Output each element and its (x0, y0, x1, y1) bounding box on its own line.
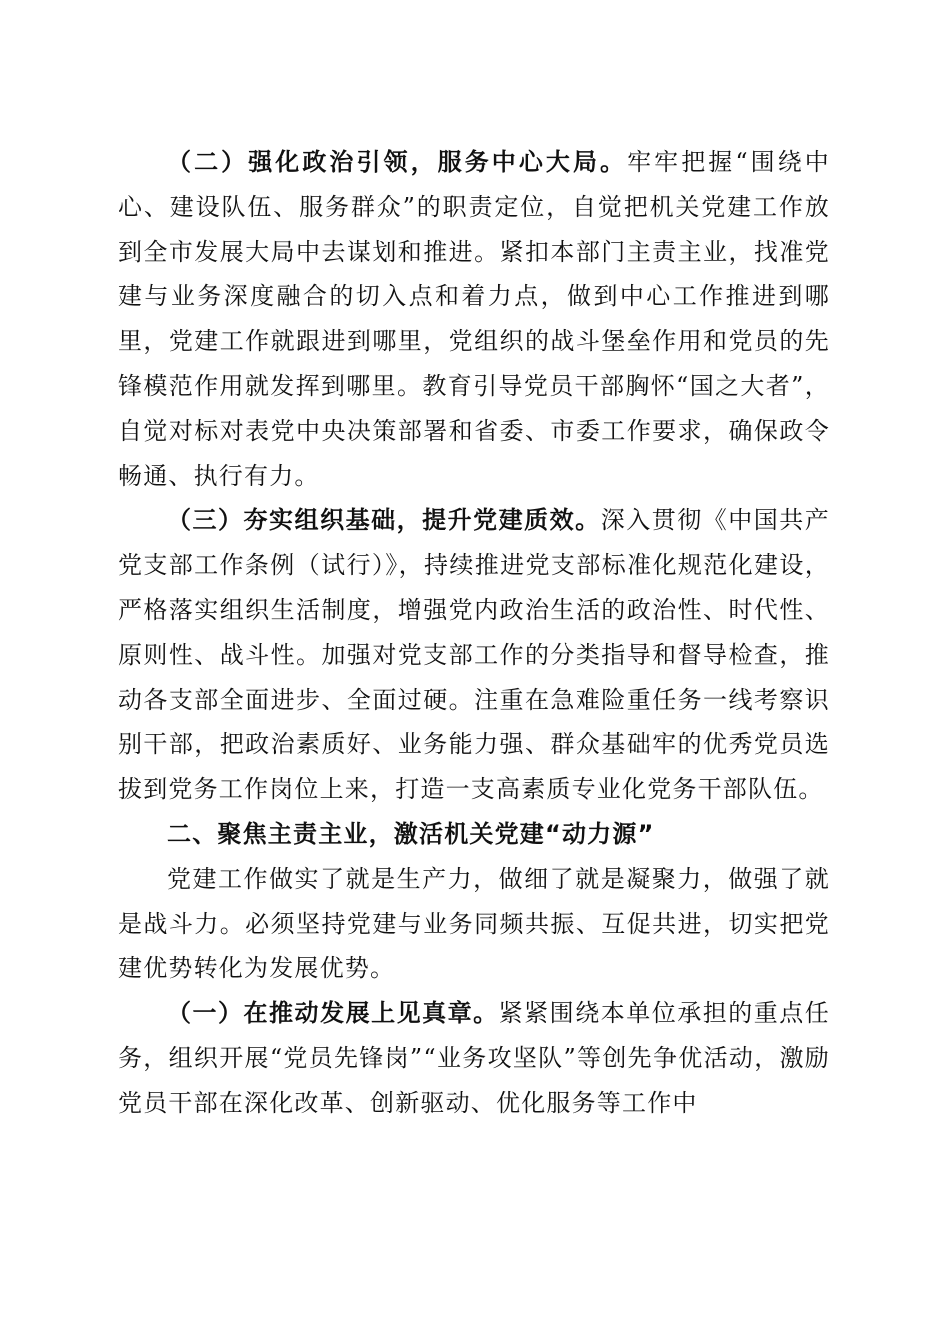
paragraph-body: 党建工作做实了就是生产力，做细了就是凝聚力，做强了就是战斗力。必须坚持党建与业务同频共振、互促共进，切实把党建优势转化为发展优势。 (118, 864, 830, 983)
paragraph-promote-development (118, 991, 830, 1125)
document-page (118, 140, 830, 1126)
section-heading-focus-main-duties: 二、聚焦主责主业，激活机关党建“动力源” (167, 819, 655, 848)
paragraph-intro (118, 857, 830, 991)
paragraph-lead: （二）强化政治引领，服务中心大局。 (167, 148, 628, 176)
paragraph-consolidate-organization (118, 498, 830, 812)
paragraph-lead: （一）在推动发展上见真章。 (167, 999, 499, 1028)
paragraph-body: 紧紧围绕本单位承担的重点任务，组织开展“党员先锋岗”“业务攻坚队”等创先争优活动，激励党员干部在深化改革、创新驱动、优化服务等工作中 (118, 999, 830, 1117)
paragraph-body: 深入贯彻《中国共产党支部工作条例（试行）》，持续推进党支部标准化规范化建设，严格落实组织生活制度，增强党内政治生活的政治性、时代性、原则性、战斗性。加强对党支部工作的分类指导和督导检查，推动各支部全面进步、全面过硬。注重在急难险重任务一线考察识别干部，把政治素质好、业务能力强、群众基础牢的优秀党员选拔到党务工作岗位上来，打造一支高素质专业化党务干部队伍。 (118, 506, 830, 804)
paragraph-body: 牢牢把握“围绕中心、建设队伍、服务群众”的职责定位，自觉把机关党建工作放到全市发展大局中去谋划和推进。紧扣本部门主责主业，找准党建与业务深度融合的切入点和着力点，做到中心工作推进到哪里，党建工作就跟进到哪里，党组织的战斗堡垒作用和党员的先锋模范作用就发挥到哪里。教育引导党员干部胸怀“国之大者”，自觉对标对表党中央决策部署和省委、市委工作要求，确保政令畅通、执行有力。 (118, 148, 830, 490)
paragraph-strengthen-political-leadership (118, 140, 830, 498)
paragraph-lead: （三）夯实组织基础，提升党建质效。 (167, 506, 601, 535)
